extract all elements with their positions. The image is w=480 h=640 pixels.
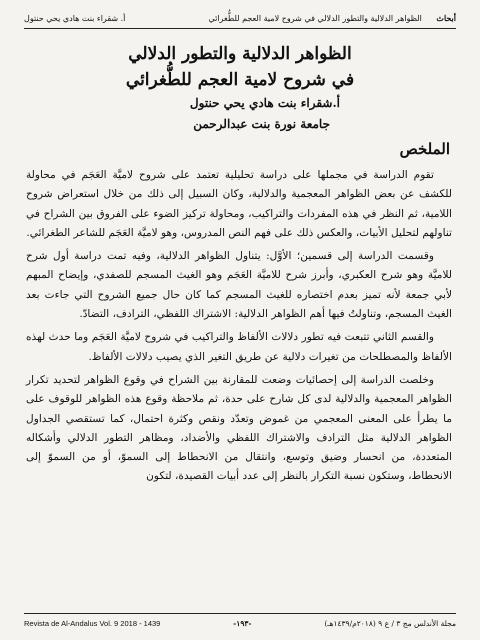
running-footer [24, 616, 456, 630]
abstract-paragraph: وخلصت الدراسة إلى إحصائيات وضعت للمقارنة بين الشراح في وقوع الظواهر لتحديد تكرار الظواهر المعجمية والدلالية لدى كل شارح على حدة، ثم ملاحظة وقوع هذه الظواهر للوقوف على ما يطرأ على المعنى المعجمي من غموض وتعدّد ونقص وكثرة احتمال، كما تستقصي الجداول الظواهر الدلالية مثل الترادف والاشتراك اللفظي والأضداد، ومظاهر التطور الدلالي وأشكاله المتعددة، من انحسار وضيق وتوسع، وانتقال من الانحطاط إلى السموّ، أو من السموّ إلى الانحطاط، وستكون نسبة التكرار بالنظر إلى عدد أبيات القصيدة، لتكون [26, 373, 452, 483]
footer-journal-en: Revista de Al-Andalus Vol. 9 2018 - 1439 [24, 618, 161, 628]
abstract-paragraph: تقوم الدراسة في مجملها على دراسة تحليلية تعتمد على شروح لاميَّة العَجَم في محاولة للكشف عن بعض الظواهر المعجمية والدلالية، وكان السبيل إلى ذلك من خلال استعراض شروح اللامية، ثم النظر في هذه المفردات والتراكيب، ومحاولة تركيز الضوء على الفروق بين الشراح في تناولهم لتحليل الأبيات، والعكس ذلك على فهم النص المدروس، وهو لاميَّة العَجَم للشاعر الطغرائي. [26, 169, 452, 239]
header-right [125, 13, 456, 23]
title-line-1: الظواهر الدلالية والتطور الدلالي [128, 44, 352, 64]
header-section: أبحاث [436, 13, 456, 23]
abstract-heading: الملخص [399, 140, 450, 158]
running-header [24, 10, 456, 26]
title-line-2: في شروح لامية العجم للطُّغرائي [125, 70, 355, 90]
header-article-title: الظواهر الدلالية والتطور الدلالي في شروح لامية العجم للطُّغرائي [208, 14, 422, 23]
abstract-paragraph: والقسم الثاني تتبعت فيه تطور دلالات الألفاظ والتراكيب في شروح لاميَّة العَجَم وما حدث لهذه الألفاظ والمصطلحات من تغيرات دلالية عن طريق التغير الذي يصيب دلالات الألفاظ. [26, 331, 452, 363]
author-name: أ.شقراء بنت هادي يحي حنتول [189, 96, 340, 110]
footer-rule [24, 613, 456, 614]
abstract-paragraph: وقسمت الدراسة إلى قسمين؛ الأوَّل: يتناول الظواهر الدلالية، وفيه تمت دراسة أول شرح للاميَّة وهو شرح العكبري، وأبرز شرح للاميَّة العَجَم وهو الغيث المسجم للصفدي، وإيضاح المبهم لأبي جمعة لأنه تميز بعدم اختصاره للغيث المسجم كما كان حال جميع الشروح التي جاءت بعد الغيث المسجم، وتناولتُ فيها أهم الظواهر الدلالية: الاشتراك اللفظي، الترادف، التضادّ. [26, 250, 452, 321]
header-author: أ. شقراء بنت هادي يحي حنتول [24, 13, 126, 23]
page-number: -١٩٣- [233, 618, 252, 628]
abstract-body [26, 166, 452, 491]
footer-journal-ar: مجلة الأندلس مج ٣ / ع ٩ (٢٠١٨م/١٤٣٩هـ) [324, 618, 456, 628]
header-rule [24, 28, 456, 29]
author-affiliation: جامعة نورة بنت عبدالرحمن [193, 117, 330, 131]
